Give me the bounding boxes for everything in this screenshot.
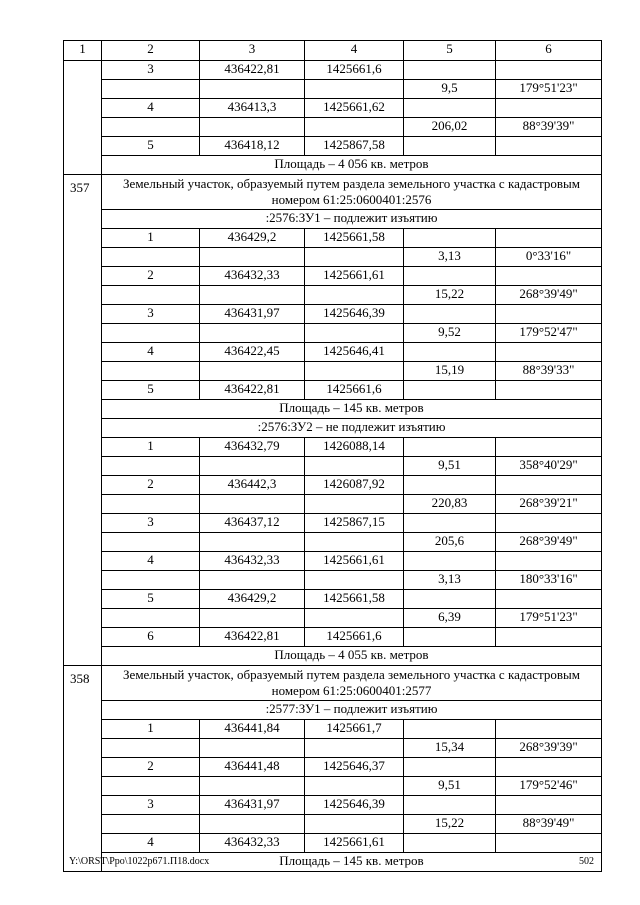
column-header-1: 1 bbox=[64, 41, 102, 61]
point-number: 5 bbox=[102, 137, 200, 156]
segment-row bbox=[64, 80, 602, 99]
point-row bbox=[64, 438, 602, 457]
plot-description: Земельный участок, образуемый путем раздела земельного участка с кадастровым номером 61:25:0600401:2576 bbox=[102, 175, 602, 210]
empty-cell bbox=[305, 739, 404, 758]
coordinate-x: 436431,97 bbox=[200, 796, 305, 815]
empty-cell bbox=[496, 61, 602, 80]
empty-cell bbox=[305, 609, 404, 628]
area-row bbox=[64, 156, 602, 175]
empty-cell bbox=[200, 777, 305, 796]
empty-cell bbox=[496, 99, 602, 118]
empty-cell bbox=[102, 571, 200, 590]
empty-cell bbox=[496, 137, 602, 156]
coordinate-x: 436418,12 bbox=[200, 137, 305, 156]
empty-cell bbox=[200, 739, 305, 758]
segment-distance: 15,19 bbox=[404, 362, 496, 381]
empty-cell bbox=[200, 571, 305, 590]
coordinate-x: 436422,81 bbox=[200, 628, 305, 647]
point-row bbox=[64, 99, 602, 118]
coordinate-x: 436432,33 bbox=[200, 267, 305, 286]
coordinate-x: 436422,45 bbox=[200, 343, 305, 362]
segment-angle: 179°51'23" bbox=[496, 609, 602, 628]
point-row bbox=[64, 758, 602, 777]
empty-cell bbox=[404, 381, 496, 400]
plot-number: 357 bbox=[64, 175, 102, 666]
point-row bbox=[64, 720, 602, 739]
section-label-row bbox=[64, 419, 602, 438]
segment-angle: 268°39'39" bbox=[496, 739, 602, 758]
section-label: :2576:ЗУ1 – подлежит изъятию bbox=[102, 210, 602, 229]
segment-row bbox=[64, 286, 602, 305]
section-label-row bbox=[64, 701, 602, 720]
point-number: 3 bbox=[102, 61, 200, 80]
empty-cell bbox=[102, 815, 200, 834]
coordinate-y: 1425661,6 bbox=[305, 61, 404, 80]
segment-angle: 180°33'16" bbox=[496, 571, 602, 590]
point-number: 3 bbox=[102, 514, 200, 533]
empty-cell bbox=[404, 137, 496, 156]
empty-cell bbox=[404, 343, 496, 362]
point-row bbox=[64, 590, 602, 609]
empty-cell bbox=[305, 362, 404, 381]
segment-distance: 9,51 bbox=[404, 777, 496, 796]
segment-row bbox=[64, 815, 602, 834]
empty-cell bbox=[200, 815, 305, 834]
column-header-4: 4 bbox=[305, 41, 404, 61]
empty-cell bbox=[404, 438, 496, 457]
segment-angle: 268°39'21" bbox=[496, 495, 602, 514]
point-row bbox=[64, 552, 602, 571]
empty-cell bbox=[496, 834, 602, 853]
empty-cell bbox=[496, 438, 602, 457]
empty-cell bbox=[496, 381, 602, 400]
area-value: Площадь – 4 056 кв. метров bbox=[102, 156, 602, 175]
empty-cell bbox=[305, 118, 404, 137]
coordinate-y: 1425661,58 bbox=[305, 229, 404, 248]
empty-cell bbox=[305, 286, 404, 305]
empty-cell bbox=[102, 777, 200, 796]
empty-cell bbox=[496, 758, 602, 777]
point-number: 4 bbox=[102, 343, 200, 362]
segment-distance: 220,83 bbox=[404, 495, 496, 514]
segment-angle: 0°33'16" bbox=[496, 248, 602, 267]
empty-cell bbox=[404, 552, 496, 571]
empty-cell bbox=[496, 343, 602, 362]
segment-distance: 206,02 bbox=[404, 118, 496, 137]
point-number: 3 bbox=[102, 796, 200, 815]
segment-row bbox=[64, 609, 602, 628]
segment-angle: 88°39'39" bbox=[496, 118, 602, 137]
point-number: 4 bbox=[102, 552, 200, 571]
segment-angle: 358°40'29" bbox=[496, 457, 602, 476]
point-number: 2 bbox=[102, 476, 200, 495]
segment-angle: 268°39'49" bbox=[496, 533, 602, 552]
point-number: 5 bbox=[102, 590, 200, 609]
empty-cell bbox=[200, 286, 305, 305]
empty-cell bbox=[496, 476, 602, 495]
table-header-row bbox=[64, 41, 602, 61]
empty-cell bbox=[305, 324, 404, 343]
point-number: 6 bbox=[102, 628, 200, 647]
empty-cell bbox=[305, 533, 404, 552]
empty-cell bbox=[200, 457, 305, 476]
segment-angle: 179°52'47" bbox=[496, 324, 602, 343]
segment-distance: 3,13 bbox=[404, 571, 496, 590]
area-value: Площадь – 145 кв. метров bbox=[102, 400, 602, 419]
empty-cell bbox=[404, 628, 496, 647]
coordinate-y: 1425661,6 bbox=[305, 381, 404, 400]
point-row bbox=[64, 381, 602, 400]
empty-cell bbox=[404, 514, 496, 533]
area-row bbox=[64, 647, 602, 666]
area-row bbox=[64, 400, 602, 419]
empty-cell bbox=[200, 533, 305, 552]
coordinate-x: 436441,84 bbox=[200, 720, 305, 739]
point-number: 1 bbox=[102, 720, 200, 739]
empty-cell bbox=[102, 118, 200, 137]
segment-row bbox=[64, 118, 602, 137]
footer-page-number: 502 bbox=[579, 856, 594, 867]
segment-angle: 268°39'49" bbox=[496, 286, 602, 305]
segment-distance: 9,52 bbox=[404, 324, 496, 343]
coordinate-y: 1425661,6 bbox=[305, 628, 404, 647]
empty-cell bbox=[102, 80, 200, 99]
point-number: 3 bbox=[102, 305, 200, 324]
coordinate-x: 436431,97 bbox=[200, 305, 305, 324]
empty-cell bbox=[496, 267, 602, 286]
empty-cell bbox=[404, 99, 496, 118]
empty-cell bbox=[200, 495, 305, 514]
empty-cell bbox=[404, 476, 496, 495]
point-number: 2 bbox=[102, 267, 200, 286]
segment-angle: 88°39'49" bbox=[496, 815, 602, 834]
empty-cell bbox=[305, 457, 404, 476]
empty-cell bbox=[305, 80, 404, 99]
empty-cell bbox=[102, 739, 200, 758]
point-number: 2 bbox=[102, 758, 200, 777]
empty-cell bbox=[496, 796, 602, 815]
segment-row bbox=[64, 533, 602, 552]
empty-cell bbox=[404, 834, 496, 853]
empty-cell bbox=[200, 609, 305, 628]
point-row bbox=[64, 796, 602, 815]
point-row bbox=[64, 476, 602, 495]
empty-cell bbox=[102, 495, 200, 514]
coordinate-y: 1425646,39 bbox=[305, 305, 404, 324]
point-number: 1 bbox=[102, 438, 200, 457]
coordinate-y: 1425646,39 bbox=[305, 796, 404, 815]
point-row bbox=[64, 137, 602, 156]
coordinate-y: 1425646,37 bbox=[305, 758, 404, 777]
segment-row bbox=[64, 248, 602, 267]
coordinate-y: 1425661,7 bbox=[305, 720, 404, 739]
section-label-row bbox=[64, 210, 602, 229]
empty-cell bbox=[102, 324, 200, 343]
segment-angle: 88°39'33" bbox=[496, 362, 602, 381]
point-row bbox=[64, 834, 602, 853]
empty-cell bbox=[200, 248, 305, 267]
empty-cell bbox=[200, 362, 305, 381]
empty-cell bbox=[305, 777, 404, 796]
segment-row bbox=[64, 324, 602, 343]
point-row bbox=[64, 514, 602, 533]
empty-cell bbox=[496, 590, 602, 609]
empty-cell bbox=[496, 229, 602, 248]
point-row bbox=[64, 61, 602, 80]
empty-cell bbox=[404, 590, 496, 609]
coordinate-x: 436429,2 bbox=[200, 590, 305, 609]
column-header-2: 2 bbox=[102, 41, 200, 61]
plot-description-row bbox=[64, 175, 602, 210]
empty-cell bbox=[496, 305, 602, 324]
empty-cell bbox=[404, 229, 496, 248]
point-number: 4 bbox=[102, 99, 200, 118]
point-number: 5 bbox=[102, 381, 200, 400]
coordinate-y: 1425867,15 bbox=[305, 514, 404, 533]
segment-distance: 15,22 bbox=[404, 286, 496, 305]
segment-distance: 9,5 bbox=[404, 80, 496, 99]
empty-cell bbox=[404, 61, 496, 80]
coordinate-y: 1425661,62 bbox=[305, 99, 404, 118]
point-row bbox=[64, 305, 602, 324]
coordinate-y: 1425867,58 bbox=[305, 137, 404, 156]
coordinate-y: 1425661,61 bbox=[305, 267, 404, 286]
coordinate-x: 436432,79 bbox=[200, 438, 305, 457]
coordinate-x: 436437,12 bbox=[200, 514, 305, 533]
plot-description: Земельный участок, образуемый путем раздела земельного участка с кадастровым номером 61:25:0600401:2577 bbox=[102, 666, 602, 701]
point-row bbox=[64, 343, 602, 362]
segment-row bbox=[64, 777, 602, 796]
coordinate-x: 436441,48 bbox=[200, 758, 305, 777]
empty-cell bbox=[200, 118, 305, 137]
plot-number bbox=[64, 61, 102, 175]
point-number: 1 bbox=[102, 229, 200, 248]
empty-cell bbox=[102, 609, 200, 628]
column-header-3: 3 bbox=[200, 41, 305, 61]
coordinate-x: 436413,3 bbox=[200, 99, 305, 118]
empty-cell bbox=[305, 571, 404, 590]
coordinate-x: 436422,81 bbox=[200, 61, 305, 80]
empty-cell bbox=[200, 80, 305, 99]
plot-description-row bbox=[64, 666, 602, 701]
segment-distance: 15,34 bbox=[404, 739, 496, 758]
empty-cell bbox=[404, 720, 496, 739]
section-label: :2576:ЗУ2 – не подлежит изъятию bbox=[102, 419, 602, 438]
segment-angle: 179°51'23" bbox=[496, 80, 602, 99]
point-number: 4 bbox=[102, 834, 200, 853]
segment-distance: 3,13 bbox=[404, 248, 496, 267]
empty-cell bbox=[496, 552, 602, 571]
section-label: :2577:ЗУ1 – подлежит изъятию bbox=[102, 701, 602, 720]
segment-row bbox=[64, 495, 602, 514]
segment-row bbox=[64, 362, 602, 381]
coordinates-table bbox=[63, 40, 602, 872]
coordinate-x: 436442,3 bbox=[200, 476, 305, 495]
footer-file-path: Y:\ORST\Ppo\1022p671.П18.docx bbox=[69, 856, 210, 867]
coordinate-x: 436432,33 bbox=[200, 834, 305, 853]
segment-row bbox=[64, 739, 602, 758]
empty-cell bbox=[496, 514, 602, 533]
empty-cell bbox=[496, 720, 602, 739]
coordinate-y: 1425646,41 bbox=[305, 343, 404, 362]
segment-distance: 15,22 bbox=[404, 815, 496, 834]
coordinate-y: 1426087,92 bbox=[305, 476, 404, 495]
coordinate-y: 1425661,58 bbox=[305, 590, 404, 609]
area-value: Площадь – 145 кв. метров bbox=[102, 853, 602, 872]
area-value: Площадь – 4 055 кв. метров bbox=[102, 647, 602, 666]
segment-row bbox=[64, 571, 602, 590]
coordinate-y: 1425661,61 bbox=[305, 552, 404, 571]
point-row bbox=[64, 229, 602, 248]
column-header-5: 5 bbox=[404, 41, 496, 61]
column-header-6: 6 bbox=[496, 41, 602, 61]
coordinate-y: 1426088,14 bbox=[305, 438, 404, 457]
empty-cell bbox=[404, 758, 496, 777]
segment-distance: 6,39 bbox=[404, 609, 496, 628]
empty-cell bbox=[102, 457, 200, 476]
coordinate-y: 1425661,61 bbox=[305, 834, 404, 853]
coordinate-x: 436429,2 bbox=[200, 229, 305, 248]
empty-cell bbox=[102, 248, 200, 267]
empty-cell bbox=[496, 628, 602, 647]
empty-cell bbox=[305, 495, 404, 514]
coordinate-x: 436422,81 bbox=[200, 381, 305, 400]
empty-cell bbox=[200, 324, 305, 343]
point-row bbox=[64, 628, 602, 647]
empty-cell bbox=[102, 362, 200, 381]
empty-cell bbox=[404, 796, 496, 815]
segment-row bbox=[64, 457, 602, 476]
empty-cell bbox=[305, 248, 404, 267]
empty-cell bbox=[305, 815, 404, 834]
segment-distance: 205,6 bbox=[404, 533, 496, 552]
empty-cell bbox=[404, 267, 496, 286]
plot-number: 358 bbox=[64, 666, 102, 872]
empty-cell bbox=[102, 533, 200, 552]
empty-cell bbox=[102, 286, 200, 305]
segment-distance: 9,51 bbox=[404, 457, 496, 476]
coordinate-x: 436432,33 bbox=[200, 552, 305, 571]
empty-cell bbox=[404, 305, 496, 324]
segment-angle: 179°52'46" bbox=[496, 777, 602, 796]
point-row bbox=[64, 267, 602, 286]
